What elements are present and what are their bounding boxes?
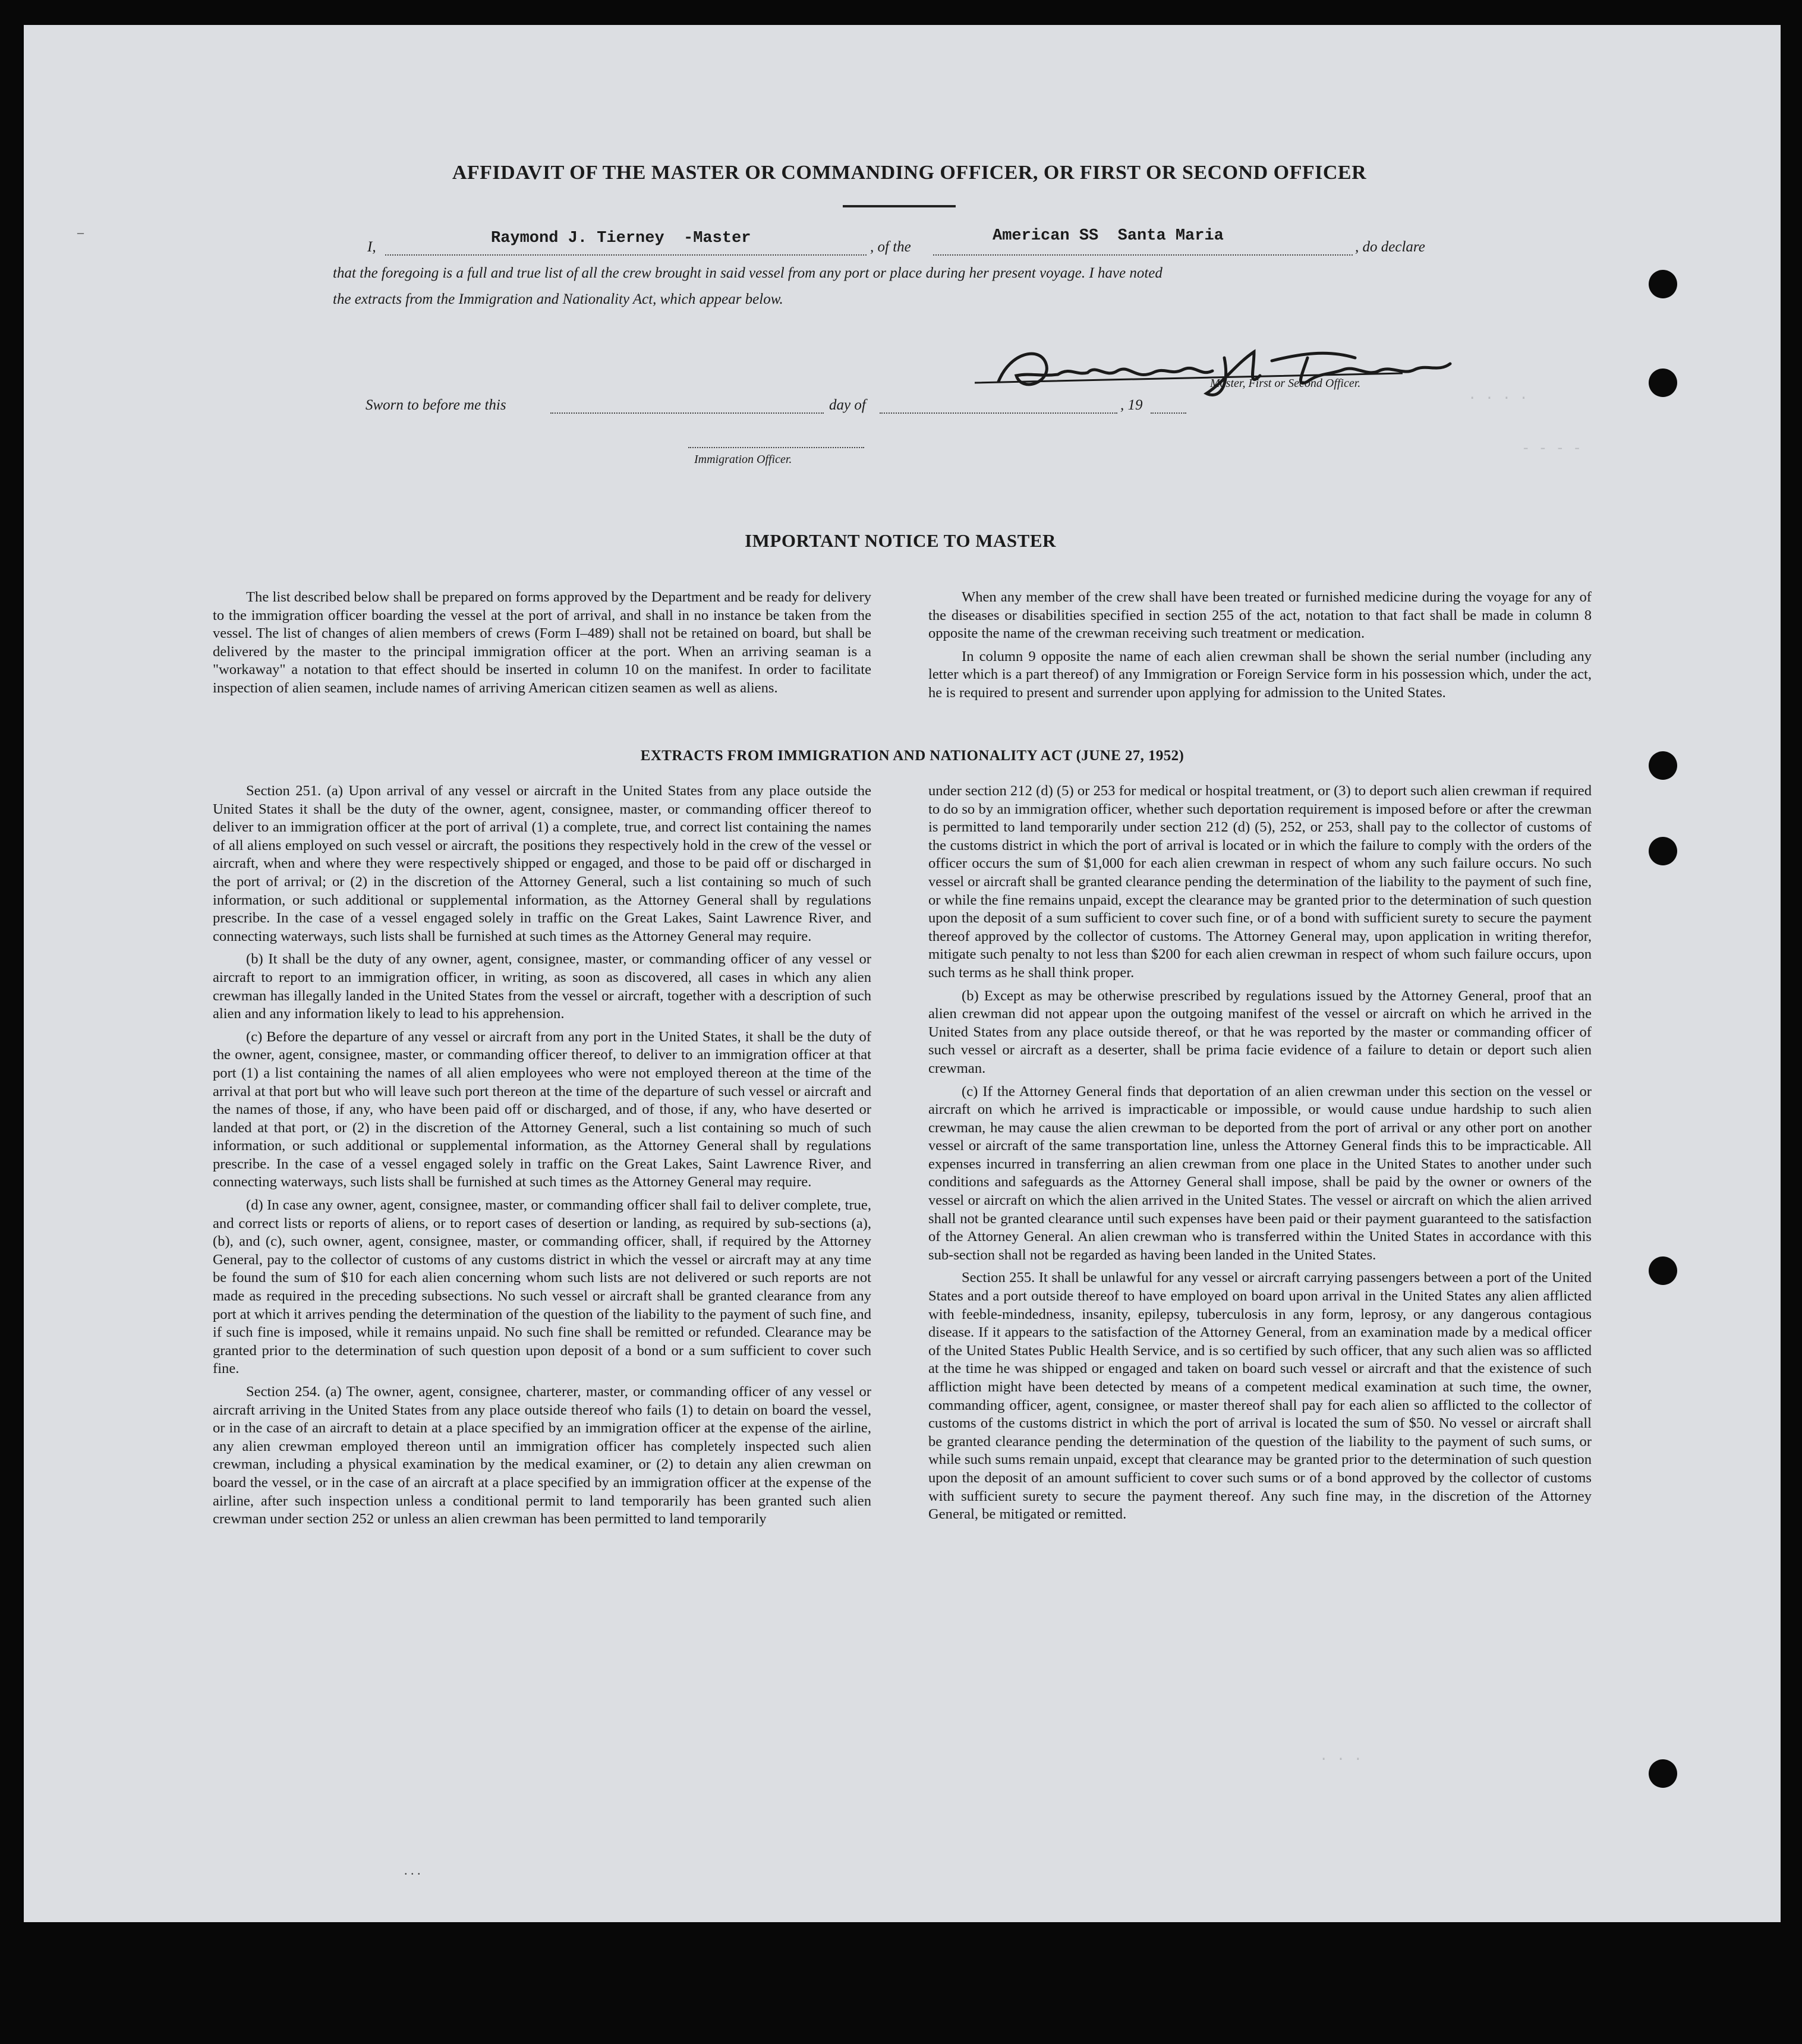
- statement-line-2: the extracts from the Immigration and Nationality Act, which appear below.: [333, 291, 783, 307]
- officer-caption: Immigration Officer.: [694, 453, 792, 466]
- sworn-day-line: [550, 412, 824, 414]
- margin-mark: –: [77, 225, 84, 240]
- act-paragraph: (b) Except as may be otherwise prescribed by regulations issued by the Attorney General, proof that an alien crewman did not appear upon the outgoing manifest of the vessel or aircraft on which he arrived in the United States from any place outside thereof, or that he was reported by the master or commanding officer of such vessel or aircraft as a deserter, shall be prima facie evidence of a failure to detain or deport such alien crewman.: [928, 987, 1592, 1076]
- year-label: , 19: [1120, 397, 1143, 413]
- act-paragraph: (c) If the Attorney General finds that deportation of an alien crewman under this section on the vessel or aircraft on which he arrived is impracticable or impossible, or would cause undue hardship to such alien crewman, he may cause the alien crewman to be deported from the port of arrival or any other port on another vessel or aircraft of the same transportation line, unless the Attorney General finds this to be impracticable. All expenses incurred in transferring an alien crewman from one place in the United States to another under such conditions and safeguards as the Attorney General shall impose, shall be paid by the owner or owners of the vessel or aircraft on which the alien arrived in the United States. The vessel or aircraft on which the alien arrived shall not be granted clearance until such expenses have been paid or their payment guaranteed to the satisfaction of the Attorney General. An alien crewman who is transferred within the United States in accordance with this sub-section shall not be regarded as having been landed in the United States.: [928, 1083, 1592, 1263]
- binder-hole: [1649, 1759, 1677, 1788]
- act-paragraph: Section 251. (a) Upon arrival of any vessel or aircraft in the United States from any place outside the United States it shall be the duty of the owner, agent, consignee, master, or commanding officer thereof to deliver to an immigration officer at the port of arrival (1) a complete, true, and correct list containing the names of all aliens employed on such vessel or aircraft, the positions they respectively hold in the crew of the vessel or aircraft, when and where they were respectively shipped or engaged, and those to be paid off or discharged in the port of arrival; or (2) in the discretion of the Attorney General, such a list containing so much of such information, or such additional or supplemental information, as the Attorney General shall by regulations prescribe. In the case of a vessel engaged solely in traffic on the Great Lakes, Saint Lawrence River, and connecting waterways, such lists shall be furnished at such times as the Attorney General may require.: [213, 783, 871, 944]
- day-of-label: day of: [829, 397, 866, 413]
- extracts-right-column: [928, 782, 1592, 1529]
- act-paragraph: (c) Before the departure of any vessel or aircraft from any port in the United States, it shall be the duty of the owner, agent, consignee, master, or commanding officer thereof, to deliver to an immigration officer at that port (1) a list containing the names of all alien employees who were not employed thereon at the time of the arrival at that port but who will leave such port thereon at the time of the departure of such vessel or aircraft and the names of those, if any, who have been paid off or discharged, and of those, if any, who have deserted or landed at that port, or (2) in the discretion of the Attorney General, such a list containing so much of such information, or such additional or supplemental information, as the Attorney General shall by regulations prescribe. In the case of a vessel engaged solely in traffic on the Great Lakes, Saint Lawrence River, and connecting waterways, such lists shall be furnished at such times as the Attorney General may require.: [213, 1028, 871, 1191]
- act-paragraph: (d) In case any owner, agent, consignee, master, or commanding officer shall fail to deliver complete, true, and correct lists or reports of aliens, or to report cases of desertion or landing, as required by sub-sections (a), (b), and (c), such owner, agent, consignee, master, or commanding officer, shall, if required by the Attorney General, pay to the collector of customs of any customs district in which the vessel or aircraft may at any time be found the sum of $10 for each alien concerning whom such lists are not delivered or such reports are not made as required in the preceding subsections. No such vessel or aircraft shall be granted clearance from any port at which it arrives pending the determination of the question of the liability to the payment of such fine, and if such fine is imposed, while it remains unpaid. No such fine shall be remitted or refunded. Clearance may be granted prior to the determination of such question upon deposit of a bond or a sum sufficient to cover such fine.: [213, 1197, 871, 1377]
- binder-hole: [1649, 837, 1677, 865]
- do-declare-label: , do declare: [1355, 239, 1425, 255]
- document-page: [24, 25, 1781, 1922]
- bleed-through-text: . . .: [1319, 1749, 1363, 1765]
- bleed-through-text: - - - -: [1521, 441, 1582, 457]
- statement-line-1: that the foregoing is a full and true list of all the crew brought in said vessel from any port or place during her present voyage. I have noted: [333, 265, 1163, 281]
- margin-mark: . . .: [404, 1863, 421, 1878]
- vessel-name: American SS Santa Maria: [993, 227, 1224, 245]
- master-name: Raymond J. Tierney -Master: [491, 229, 751, 247]
- notice-title: IMPORTANT NOTICE TO MASTER: [745, 530, 1056, 551]
- extracts-left-column: [213, 782, 871, 1533]
- act-paragraph: under section 212 (d) (5) or 253 for medical or hospital treatment, or (3) to deport such alien crewman if required to do so by an immigration officer, whether such deportation requirement is imposed before or after the crewman is permitted to land temporarily under section 212 (d) (5), 252, or 253, shall pay to the collector of customs of the customs district in which the port of arrival is located or in which the failure to comply with the orders of the officer occurs the sum of $1,000 for each alien crewman in respect of whom any such failure occurs. No such vessel or aircraft shall be granted clearance pending the determination of the liability to the payment of such fine, or while the fine remains unpaid, except the clearance may be granted prior to the determination of such question upon the deposit of a sum sufficient to cover such fine, or of a bond with sufficient surety to secure the payment thereof approved by the collector of customs. The Attorney General may, upon application in writing therefor, mitigate such penalty to not less than $200 for each alien crewman in respect of whom such failure occurs, upon such terms as he shall think proper.: [928, 783, 1592, 981]
- act-paragraph: (b) It shall be the duty of any owner, agent, consignee, master, or commanding officer of any vessel or aircraft to report to an immigration officer, in writing, as soon as discovered, all cases in which any alien crewman has illegally landed in the United States from the vessel or aircraft, together with a description of such alien and any information likely to lead to his apprehension.: [213, 951, 871, 1022]
- act-paragraph: Section 255. It shall be unlawful for any vessel or aircraft carrying passengers between a port of the United States and a port outside thereof to have employed on board upon arrival in the United States any alien afflicted with feeble-mindedness, insanity, epilepsy, tuberculosis in any form, leprosy, or any dangerous contagious disease. If it appears to the satisfaction of the Attorney General, from an examination made by a medical officer of the United States Public Health Service, and is so certified by such officer, that any such alien was so afflicted at the time he was shipped or engaged and taken on board such vessel or aircraft and that the existence of such affliction might have been detected by means of a competent medical examination at such time, the owner, commanding officer, agent, consignee, or master thereof shall pay for each alien so afflicted to the collector of customs of the customs district in which the port of arrival is located the sum of $50. No vessel or aircraft shall be granted clearance pending the determination of the question of the liability to the payment of such sums, or while such sums remain unpaid, except that clearance may be granted prior to the determination of such question upon the deposit of an amount sufficient to cover such sums or of a bond approved by the collector of customs with sufficient surety to secure the payment thereof. Any such fine may, in the discretion of the Attorney General, be mitigated or remitted.: [928, 1270, 1592, 1523]
- master-signature: [975, 340, 1462, 405]
- sworn-year-line: [1151, 412, 1186, 414]
- binder-hole: [1649, 270, 1677, 298]
- notice-paragraph: When any member of the crew shall have been treated or furnished medicine during the voyage for any of the diseases or disabilities specified in section 255 of the act, notation to that fact shall be made in column 8 opposite the name of the crewman receiving such treatment or medication.: [928, 589, 1592, 642]
- signature-caption: Master, First or Second Officer.: [1210, 377, 1361, 390]
- sworn-month-line: [880, 412, 1117, 414]
- notice-paragraph: The list described below shall be prepared on forms approved by the Department and be ready for delivery to the immigration officer boarding the vessel at the port of arrival, and shall in no instance be taken from the vessel. The list of changes of alien members of crews (Form I–489) shall not be retained on board, but shall be delivered by the master to the principal immigration officer at the port. When an arriving seaman is a "workaway" a notation to that effect should be inserted in column 10 on the manifest. In order to facilitate inspection of alien seamen, include names of arriving American citizen seamen as well as aliens.: [213, 589, 871, 696]
- binder-hole: [1649, 1256, 1677, 1285]
- title-divider: [843, 205, 956, 207]
- i-label: I,: [367, 239, 376, 255]
- name-field-line: [385, 254, 867, 256]
- notice-right-column: [928, 588, 1592, 707]
- of-the-label: , of the: [870, 239, 911, 255]
- affidavit-title: AFFIDAVIT OF THE MASTER OR COMMANDING OFFICER, OR FIRST OR SECOND OFFICER: [452, 162, 1367, 184]
- extracts-title: EXTRACTS FROM IMMIGRATION AND NATIONALITY ACT (JUNE 27, 1952): [640, 748, 1184, 764]
- bleed-through-text: . . . .: [1468, 388, 1528, 404]
- vessel-field-line: [933, 254, 1353, 256]
- notice-left-column: [213, 588, 871, 703]
- binder-hole: [1649, 369, 1677, 397]
- officer-signature-line: [688, 447, 864, 448]
- binder-hole: [1649, 751, 1677, 780]
- act-paragraph: Section 254. (a) The owner, agent, consignee, charterer, master, or commanding officer of any vessel or aircraft arriving in the United States from any place outside thereof who fails (1) to detain on board the vessel, or in the case of an aircraft to detain at a place specified by an immigration officer at the expense of the airline, any alien crewman employed thereon until an immigration officer has completely inspected such alien crewman, including a physical examination by the medical examiner, or (2) to detain any alien crewman on board the vessel, or in the case of an aircraft at a place specified by an immigration officer at the expense of the airline, after such inspection unless a conditional permit to land temporarily has been granted such alien crewman under section 252 or unless an alien crewman has been permitted to land temporarily: [213, 1384, 871, 1528]
- notice-paragraph: In column 9 opposite the name of each alien crewman shall be shown the serial number (including any letter which is a part thereof) of any Immigration or Foreign Service form in his possession which, under the act, he is required to present and surrender upon applying for admission to the United States.: [928, 648, 1592, 701]
- sworn-label: Sworn to before me this: [366, 397, 506, 413]
